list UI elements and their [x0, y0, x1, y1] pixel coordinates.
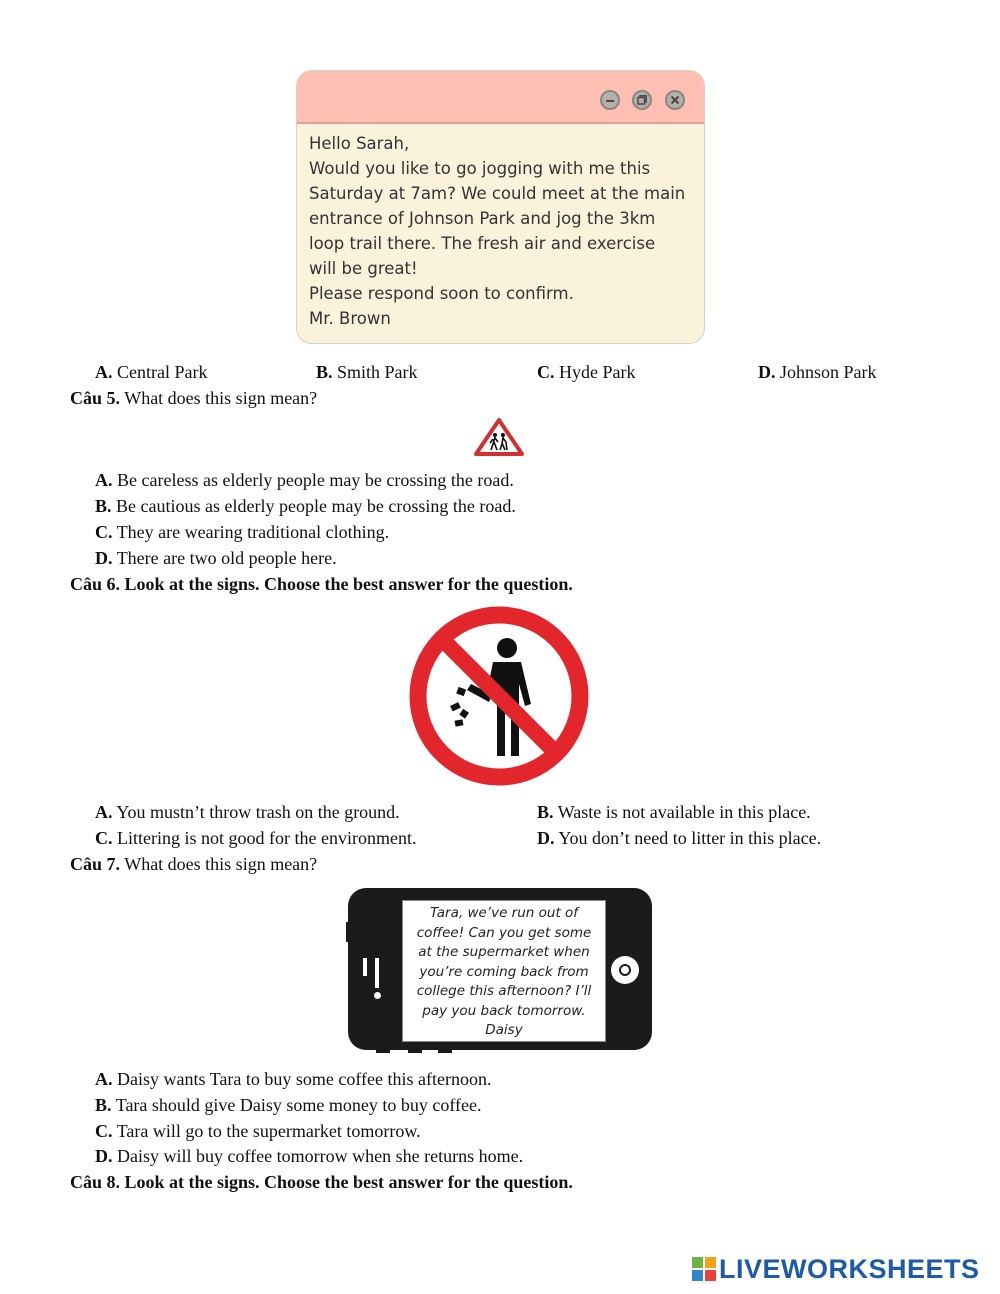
email-line: entrance of Johnson Park and jog the 3km — [309, 209, 656, 228]
option-letter: A. — [95, 362, 113, 382]
option-letter: D. — [95, 548, 113, 568]
option-text: Daisy will buy coffee tomorrow when she returns home. — [117, 1146, 524, 1166]
q7-option-a[interactable] — [95, 1069, 491, 1090]
option-letter: B. — [95, 496, 112, 516]
option-letter: A. — [95, 802, 113, 822]
restore-icon — [632, 90, 652, 110]
message-line: you’re coming back from — [419, 963, 589, 980]
option-letter: C. — [537, 362, 555, 382]
email-line: Please respond soon to confirm. — [309, 284, 574, 303]
option-text: Smith Park — [337, 362, 418, 382]
phone-screen — [402, 900, 606, 1042]
q4-option-b[interactable] — [316, 362, 418, 383]
brand-name: LIVEWORKSHEETS — [719, 1253, 980, 1284]
q7-option-b[interactable] — [95, 1095, 482, 1116]
option-letter: B. — [537, 802, 554, 822]
email-line: Hello Sarah, — [309, 134, 410, 153]
option-text: You mustn’t throw trash on the ground. — [116, 802, 400, 822]
no-littering-sign-icon — [407, 604, 591, 788]
option-letter: C. — [95, 828, 113, 848]
option-letter: B. — [95, 1095, 112, 1115]
option-letter: C. — [95, 522, 113, 542]
q5-option-c[interactable] — [95, 522, 389, 543]
window-title-bar — [297, 71, 704, 124]
q5-question — [70, 388, 317, 409]
option-text: Hyde Park — [559, 362, 636, 382]
email-line: Saturday at 7am? We could meet at the main — [309, 184, 686, 203]
message-line: at the supermarket when — [418, 944, 590, 960]
question-label: Câu 7. — [70, 854, 121, 874]
q7-option-d[interactable] — [95, 1146, 523, 1167]
email-line: loop trail there. The fresh air and exercise — [309, 234, 656, 253]
question-text: What does this sign mean? — [124, 854, 318, 874]
q5-option-a[interactable] — [95, 470, 514, 491]
q8-heading: Câu 8. Look at the signs. Choose the best answer for the question. — [70, 1172, 573, 1192]
close-icon — [665, 90, 685, 110]
option-text: Central Park — [117, 362, 208, 382]
option-text: Tara should give Daisy some money to buy coffee. — [115, 1095, 482, 1115]
option-text: Waste is not available in this place. — [557, 802, 811, 822]
phone-illustration — [348, 888, 652, 1052]
option-text: Be careless as elderly people may be crossing the road. — [117, 470, 514, 490]
q4-option-c[interactable] — [537, 362, 635, 383]
option-letter: D. — [95, 1146, 113, 1166]
q5-option-d[interactable] — [95, 548, 337, 569]
q6-option-c[interactable] — [95, 828, 416, 849]
option-text: Littering is not good for the environment. — [117, 828, 417, 848]
question-label: Câu 5. — [70, 388, 121, 408]
q4-option-a[interactable] — [95, 362, 207, 383]
home-button-icon — [611, 956, 639, 984]
email-line: will be great! — [309, 259, 418, 278]
option-text: They are wearing traditional clothing. — [116, 522, 390, 542]
option-text: There are two old people here. — [116, 548, 337, 568]
email-line: Mr. Brown — [309, 309, 391, 328]
q7-option-c[interactable] — [95, 1121, 421, 1142]
option-text: You don’t need to litter in this place. — [558, 828, 822, 848]
q6-option-d[interactable] — [537, 828, 821, 849]
q6-heading: Câu 6. Look at the signs. Choose the best answer for the question. — [70, 574, 573, 594]
message-line: coffee! Can you get some — [416, 924, 592, 941]
email-line: Would you like to go jogging with me this — [309, 159, 651, 178]
option-letter: B. — [316, 362, 333, 382]
liveworksheets-logo — [692, 1254, 980, 1284]
message-line: Tara, we’ve run out of — [429, 905, 579, 921]
option-letter: D. — [758, 362, 776, 382]
q4-option-d[interactable] — [758, 362, 877, 383]
option-text: Johnson Park — [780, 362, 877, 382]
message-line: pay you back tomorrow. — [422, 1002, 586, 1019]
q6-option-b[interactable] — [537, 802, 811, 823]
minimize-icon — [600, 90, 620, 110]
email-window — [296, 70, 705, 344]
option-text: Daisy wants Tara to buy some coffee this afternoon. — [117, 1069, 492, 1089]
message-line: college this afternoon? I’ll — [416, 983, 592, 999]
liveworksheets-logo-icon — [692, 1257, 716, 1281]
email-body — [309, 131, 685, 331]
q7-question — [70, 854, 317, 875]
option-text: Be cautious as elderly people may be crossing the road. — [116, 496, 516, 516]
option-text: Tara will go to the supermarket tomorrow. — [116, 1121, 421, 1141]
q6-option-a[interactable] — [95, 802, 400, 823]
option-letter: C. — [95, 1121, 113, 1141]
message-line: Daisy — [485, 1022, 523, 1038]
elderly-crossing-sign-icon — [474, 418, 524, 456]
question-text: What does this sign mean? — [124, 388, 318, 408]
q5-option-b[interactable] — [95, 496, 516, 517]
option-letter: A. — [95, 470, 113, 490]
option-letter: A. — [95, 1069, 113, 1089]
phone-message — [403, 904, 605, 1041]
option-letter: D. — [537, 828, 555, 848]
